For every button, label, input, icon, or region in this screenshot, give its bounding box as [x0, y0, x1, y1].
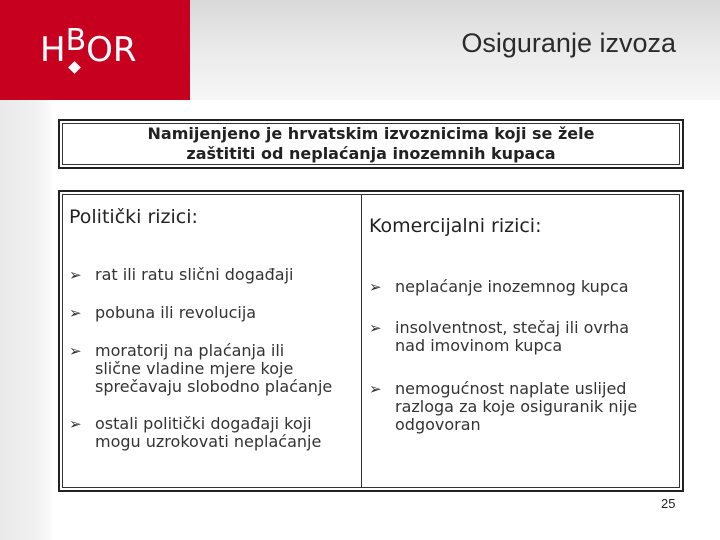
page-title: Osiguranje izvoza	[461, 28, 676, 58]
commercial-item: ➢ insolventnost, stečaj ili ovrha nad imovinom kupca	[369, 318, 630, 355]
bullet-arrow-icon: ➢	[369, 278, 382, 296]
risks-table	[58, 190, 684, 492]
bullet-arrow-icon: ➢	[69, 415, 82, 433]
page-number: 25	[661, 496, 676, 511]
subtitle-text	[62, 123, 680, 165]
subtitle-line-1: Namijenjeno je hrvatskim izvoznicima koji se žele	[147, 124, 595, 143]
bullet-arrow-icon: ➢	[69, 266, 82, 284]
logo-box	[0, 0, 190, 100]
political-item: ➢ pobuna ili revolucija	[69, 303, 257, 322]
subtitle-box	[58, 119, 684, 169]
commercial-item: ➢ neplaćanje inozemnog kupca	[369, 277, 629, 296]
political-item: ➢ ostali politički događaji koji mogu uzrokovati neplaćanje	[69, 414, 322, 451]
subtitle-line-2: zaštititi od neplaćanja inozemnih kupaca	[186, 144, 556, 163]
political-item: ➢ moratorij na plaćanja ili slične vladine mjere koje sprečavaju slobodno plaćanje	[69, 341, 333, 396]
left-decorative-band	[0, 100, 52, 540]
bullet-arrow-icon: ➢	[69, 342, 82, 360]
slide-header	[0, 0, 720, 100]
bullet-arrow-icon: ➢	[369, 380, 382, 398]
bullet-arrow-icon: ➢	[69, 304, 82, 322]
risks-table-inner	[62, 194, 680, 488]
column-divider	[361, 195, 362, 487]
commercial-item: ➢ nemogućnost naplate uslijed razloga za koje osiguranik nije odgovoran	[369, 379, 638, 434]
hbor-logo: HBOR	[40, 23, 137, 70]
commercial-risks-heading: Komercijalni rizici:	[369, 215, 542, 237]
political-risks-heading: Politički rizici:	[69, 206, 198, 228]
political-item: ➢ rat ili ratu slični događaji	[69, 265, 294, 284]
bullet-arrow-icon: ➢	[369, 319, 382, 337]
